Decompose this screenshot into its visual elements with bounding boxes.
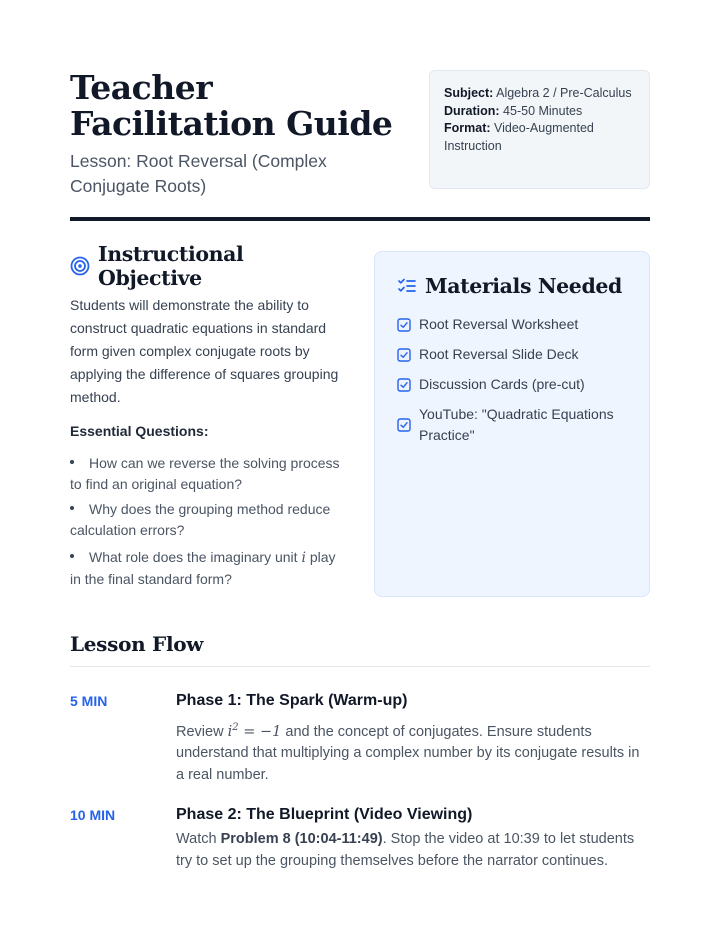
bullet bbox=[70, 554, 74, 558]
checkbox-checked-icon bbox=[397, 418, 411, 432]
page-title: Teacher Facilitation Guide bbox=[70, 68, 393, 143]
header-divider bbox=[70, 217, 650, 221]
essential-questions-label: Essential Questions: bbox=[70, 423, 209, 439]
page-header bbox=[70, 70, 650, 200]
meta-duration: Duration: 45-50 Minutes bbox=[444, 103, 583, 118]
objective-text: Students will demonstrate the ability to construct quadratic equations in standard form given complex conjugate roots by applying the difference of squares grouping method. bbox=[70, 297, 339, 405]
objective-heading bbox=[70, 242, 350, 290]
lesson-meta-box bbox=[429, 70, 650, 189]
phase-description: Watch Problem 8 (10:04-11:49). Stop the video at 10:39 to let students try to set up the grouping themselves before the narrator continues. bbox=[176, 831, 635, 869]
list-item: Discussion Cards (pre-cut) bbox=[397, 374, 627, 395]
bullet bbox=[70, 506, 74, 510]
list-item: YouTube: "Quadratic Equations Practice" bbox=[397, 404, 627, 446]
meta-format: Format: Video-Augmented Instruction bbox=[444, 121, 594, 153]
lesson-flow-divider bbox=[70, 666, 650, 667]
list-item: What role does the imaginary unit i play in the final standard form? bbox=[70, 549, 336, 587]
lesson-flow-title: Lesson Flow bbox=[70, 632, 204, 656]
checkbox-checked-icon bbox=[397, 348, 411, 362]
materials-title: Materials Needed bbox=[425, 274, 622, 298]
phase-title: Phase 1: The Spark (Warm-up) bbox=[176, 692, 408, 709]
imaginary-unit: i bbox=[301, 550, 306, 566]
list-item: Root Reversal Slide Deck bbox=[397, 344, 627, 365]
essential-questions-list bbox=[70, 453, 350, 590]
checkbox-checked-icon bbox=[397, 378, 411, 392]
instructional-objective-section bbox=[70, 242, 350, 594]
materials-list bbox=[397, 314, 627, 446]
lesson-flow-heading bbox=[70, 632, 650, 667]
math-expression: $i^2 = -1$ bbox=[227, 722, 282, 740]
lesson-subtitle: Lesson: Root Reversal (Complex Conjugate Roots) bbox=[70, 151, 327, 196]
meta-subject: Subject: Algebra 2 / Pre-Calculus bbox=[444, 86, 632, 100]
list-item: Why does the grouping method reduce calculation errors? bbox=[70, 501, 331, 538]
bullet bbox=[70, 460, 74, 464]
phase-title: Phase 2: The Blueprint (Video Viewing) bbox=[176, 806, 473, 823]
phase-description: Review $i^2 = -1$ and the concept of conjugates. Ensure students understand that multiplying a complex number by its conjugate results in a real number. bbox=[176, 722, 640, 783]
materials-panel bbox=[374, 251, 650, 597]
materials-heading bbox=[397, 272, 627, 300]
target-icon bbox=[70, 256, 90, 276]
list-item: How can we reverse the solving process to find an original equation? bbox=[70, 455, 340, 492]
checklist-icon bbox=[397, 276, 417, 296]
phase-time: 10 MIN bbox=[70, 807, 116, 823]
checkbox-checked-icon bbox=[397, 318, 411, 332]
phase-time: 5 MIN bbox=[70, 693, 108, 709]
list-item: Root Reversal Worksheet bbox=[397, 314, 627, 335]
objective-title: Instructional Objective bbox=[98, 242, 244, 290]
